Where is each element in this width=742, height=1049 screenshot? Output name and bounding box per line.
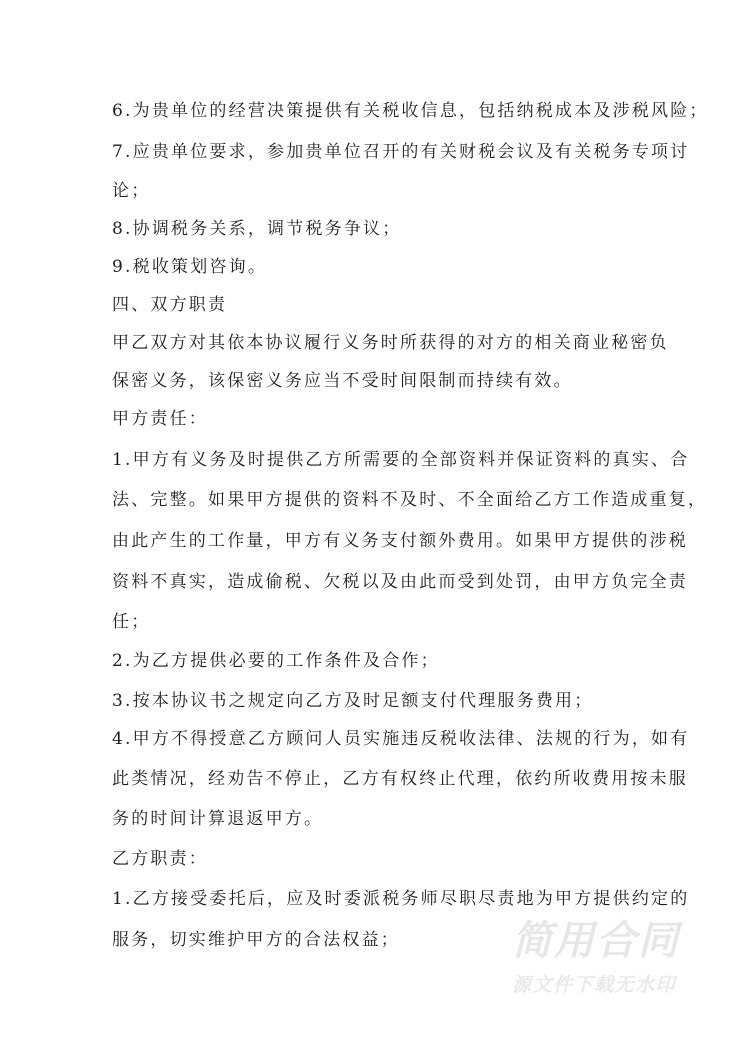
party-a-item-2: 2.为乙方提供必要的工作条件及合作； bbox=[112, 651, 440, 671]
confidentiality-line-2: 保密义务，该保密义务应当不受时间限制而持续有效。 bbox=[112, 371, 573, 391]
party-a-item-1-line-2: 法、完整。如果甲方提供的资料不及时、不全面给乙方工作造成重复， bbox=[112, 490, 708, 510]
watermark bbox=[512, 918, 692, 998]
clause-6: 6.为贵单位的经营决策提供有关税收信息，包括纳税成本及涉税风险； bbox=[112, 101, 709, 121]
clause-9: 9.税收策划咨询。 bbox=[112, 257, 268, 277]
party-a-item-1-line-3: 由此产生的工作量，甲方有义务支付额外费用。如果甲方提供的涉税 bbox=[112, 531, 688, 551]
party-a-item-4-line-3: 务的时间计算退返甲方。 bbox=[112, 809, 324, 829]
party-b-item-1-line-1: 1.乙方接受委托后，应及时委派税务师尽职尽责地为甲方提供约定的 bbox=[112, 889, 690, 909]
clause-8: 8.协调税务关系，调节税务争议； bbox=[112, 219, 402, 239]
watermark-subtitle: 源文件下载无水印 bbox=[512, 974, 677, 996]
clause-7-line-1: 7.应贵单位要求，参加贵单位召开的有关财税会议及有关税务专项讨 bbox=[112, 142, 690, 162]
party-b-heading: 乙方职责： bbox=[112, 849, 208, 869]
clause-7-line-2: 论； bbox=[112, 181, 151, 201]
party-a-item-1-line-4: 资料不真实，造成偷税、欠税以及由此而受到处罚，由甲方负完全责 bbox=[112, 572, 688, 592]
party-a-item-4-line-2: 此类情况，经劝告不停止，乙方有权终止代理，依约所收费用按未服 bbox=[112, 769, 688, 789]
party-a-item-4-line-1: 4.甲方不得授意乙方顾问人员实施违反税收法律、法规的行为，如有 bbox=[112, 729, 690, 749]
confidentiality-line-1: 甲乙双方对其依本协议履行义务时所获得的对方的相关商业秘密负 bbox=[112, 333, 669, 353]
party-a-item-3: 3.按本协议书之规定向乙方及时足额支付代理服务费用； bbox=[112, 691, 594, 711]
section-heading-duties: 四、双方职责 bbox=[112, 295, 228, 315]
party-b-item-1-line-2: 服务，切实维护甲方的合法权益； bbox=[112, 930, 400, 950]
party-a-item-1-line-1: 1.甲方有义务及时提供乙方所需要的全部资料并保证资料的真实、合 bbox=[112, 450, 690, 470]
watermark-title: 简用合同 bbox=[512, 918, 680, 964]
party-a-heading: 甲方责任： bbox=[112, 409, 208, 429]
party-a-item-1-line-5: 任； bbox=[112, 612, 151, 632]
